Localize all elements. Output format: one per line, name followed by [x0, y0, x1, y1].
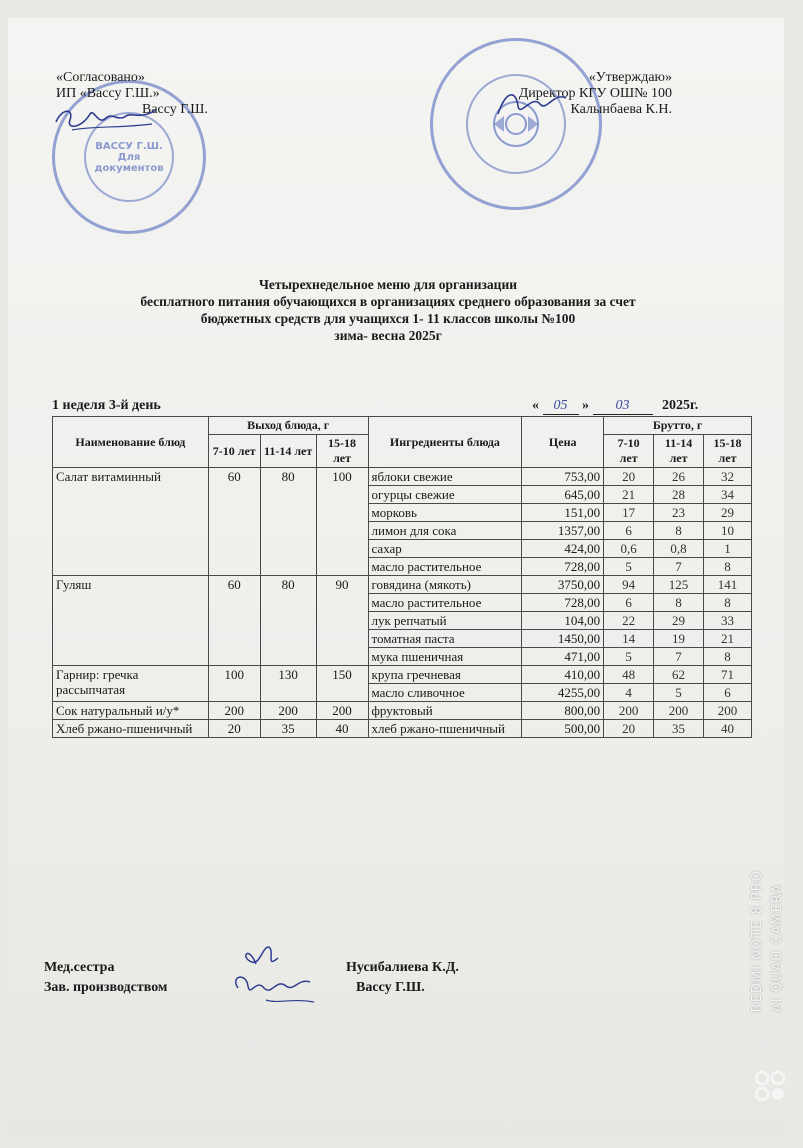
title-line-3: бюджетных средств для учащихся 1- 11 классов школы №100: [200, 311, 576, 326]
gross-15-18-cell: 8: [704, 594, 752, 612]
ingredient-cell: томатная паста: [368, 630, 522, 648]
title-line-2: бесплатного питания обучающихся в организациях среднего образования за счет: [140, 294, 636, 309]
gross-7-10-cell: 4: [604, 684, 654, 702]
header-yield-age-11-14: 11-14 лет: [260, 435, 316, 468]
ingredient-cell: лимон для сока: [368, 522, 522, 540]
price-cell: 104,00: [522, 612, 604, 630]
gross-7-10-cell: 5: [604, 648, 654, 666]
signature-right-icon: [492, 84, 572, 124]
approved-label: «Утверждаю»: [588, 70, 672, 85]
price-cell: 410,00: [522, 666, 604, 684]
gross-11-14-cell: 8: [654, 594, 704, 612]
header-gross-age-7-10: 7-10 лет: [604, 435, 654, 468]
gross-11-14-cell: 19: [654, 630, 704, 648]
ingredient-cell: сахар: [368, 540, 522, 558]
ingredient-cell: хлеб ржано-пшеничный: [368, 720, 522, 738]
yield-7-10-cell: 20: [208, 720, 260, 738]
title-line-1: Четырехнедельное меню для организации: [258, 277, 518, 292]
header-ingredients: Ингредиенты блюда: [368, 417, 522, 468]
table-row: [53, 720, 752, 738]
yield-11-14-cell: 200: [260, 702, 316, 720]
price-cell: 800,00: [522, 702, 604, 720]
date-day: 05: [543, 398, 579, 415]
gross-11-14-cell: 5: [654, 684, 704, 702]
gross-7-10-cell: 21: [604, 486, 654, 504]
signature-left-icon: [52, 100, 162, 136]
price-cell: 728,00: [522, 594, 604, 612]
gross-7-10-cell: 0,6: [604, 540, 654, 558]
right-seal-stamp: [430, 38, 602, 210]
gross-15-18-cell: 21: [704, 630, 752, 648]
footer-name-production: Вассу Г.Ш.: [356, 980, 425, 995]
yield-11-14-cell: 35: [260, 720, 316, 738]
price-cell: 424,00: [522, 540, 604, 558]
gross-7-10-cell: 14: [604, 630, 654, 648]
gross-7-10-cell: 48: [604, 666, 654, 684]
watermark-line-2: AI QUAD CAMERA: [770, 883, 785, 1013]
gross-15-18-cell: 34: [704, 486, 752, 504]
agreed-label: «Согласовано»: [56, 70, 145, 85]
price-cell: 4255,00: [522, 684, 604, 702]
dish-name-cell: Гуляш: [53, 576, 209, 666]
header-gross: Брутто, г: [604, 417, 752, 435]
table-row: [53, 702, 752, 720]
agreed-org: ИП «Вассу Г.Ш.»: [56, 86, 160, 101]
date-close-quote: »: [582, 398, 589, 413]
gross-11-14-cell: 200: [654, 702, 704, 720]
price-cell: 151,00: [522, 504, 604, 522]
gross-11-14-cell: 62: [654, 666, 704, 684]
price-cell: 500,00: [522, 720, 604, 738]
camera-brand-icon: [752, 1068, 788, 1104]
gross-7-10-cell: 17: [604, 504, 654, 522]
footer-role-production: Зав. производством: [44, 980, 168, 995]
header-yield-age-7-10: 7-10 лет: [208, 435, 260, 468]
gross-11-14-cell: 8: [654, 522, 704, 540]
gross-11-14-cell: 125: [654, 576, 704, 594]
menu-table-body: [53, 468, 752, 738]
date-field: [532, 398, 698, 415]
watermark-text: [748, 870, 788, 1012]
menu-title: [60, 276, 716, 344]
price-cell: 753,00: [522, 468, 604, 486]
yield-7-10-cell: 200: [208, 702, 260, 720]
yield-11-14-cell: 80: [260, 468, 316, 576]
gross-15-18-cell: 29: [704, 504, 752, 522]
camera-watermark: [744, 870, 803, 1060]
gross-15-18-cell: 40: [704, 720, 752, 738]
watermark-line-1: REDMI NOTE 8 PRO: [750, 870, 765, 1013]
gross-7-10-cell: 20: [604, 720, 654, 738]
yield-15-18-cell: 90: [316, 576, 368, 666]
gross-11-14-cell: 28: [654, 486, 704, 504]
yield-11-14-cell: 130: [260, 666, 316, 702]
footer-role-nurse: Мед.сестра: [44, 960, 115, 975]
gross-7-10-cell: 6: [604, 522, 654, 540]
dish-name-cell: Салат витаминный: [53, 468, 209, 576]
yield-15-18-cell: 150: [316, 666, 368, 702]
gross-11-14-cell: 29: [654, 612, 704, 630]
header-price: Цена: [522, 417, 604, 468]
left-seal-text: ВАССУ Г.Ш. Для документов: [94, 140, 164, 174]
price-cell: 728,00: [522, 558, 604, 576]
gross-11-14-cell: 35: [654, 720, 704, 738]
gross-7-10-cell: 22: [604, 612, 654, 630]
week-day-label: 1 неделя 3-й день: [52, 398, 161, 413]
ingredient-cell: морковь: [368, 504, 522, 522]
date-open-quote: «: [532, 398, 539, 413]
agreed-signer: Вассу Г.Ш.: [142, 102, 208, 117]
date-year: 2025г.: [662, 398, 699, 413]
gross-7-10-cell: 5: [604, 558, 654, 576]
price-cell: 3750,00: [522, 576, 604, 594]
gross-15-18-cell: 32: [704, 468, 752, 486]
dish-name-cell: Хлеб ржано-пшеничный: [53, 720, 209, 738]
approved-position: Директор КГУ ОШ№ 100: [518, 86, 672, 101]
menu-table: [52, 416, 752, 738]
header-yield: Выход блюда, г: [208, 417, 368, 435]
table-row: [53, 666, 752, 684]
gross-11-14-cell: 0,8: [654, 540, 704, 558]
yield-15-18-cell: 100: [316, 468, 368, 576]
ingredient-cell: крупа гречневая: [368, 666, 522, 684]
header-dish-name: Наименование блюд: [53, 417, 209, 468]
ingredient-cell: масло растительное: [368, 558, 522, 576]
yield-11-14-cell: 80: [260, 576, 316, 666]
ingredient-cell: масло сливочное: [368, 684, 522, 702]
gross-11-14-cell: 23: [654, 504, 704, 522]
price-cell: 1357,00: [522, 522, 604, 540]
ingredient-cell: лук репчатый: [368, 612, 522, 630]
gross-15-18-cell: 33: [704, 612, 752, 630]
title-line-4: зима- весна 2025г: [334, 328, 442, 343]
gross-11-14-cell: 7: [654, 558, 704, 576]
yield-15-18-cell: 40: [316, 720, 368, 738]
gross-7-10-cell: 200: [604, 702, 654, 720]
gross-15-18-cell: 6: [704, 684, 752, 702]
approved-signer: Калынбаева К.Н.: [570, 102, 672, 117]
gross-15-18-cell: 8: [704, 558, 752, 576]
ingredient-cell: мука пшеничная: [368, 648, 522, 666]
yield-7-10-cell: 60: [208, 468, 260, 576]
ingredient-cell: фруктовый: [368, 702, 522, 720]
gross-15-18-cell: 10: [704, 522, 752, 540]
header-gross-age-11-14: 11-14 лет: [654, 435, 704, 468]
price-cell: 645,00: [522, 486, 604, 504]
gross-7-10-cell: 6: [604, 594, 654, 612]
table-row: [53, 576, 752, 594]
footer-name-nurse: Нусибалиева К.Д.: [346, 960, 459, 975]
dish-name-cell: Сок натуральный и/у*: [53, 702, 209, 720]
day-line: [52, 398, 732, 414]
gross-15-18-cell: 1: [704, 540, 752, 558]
price-cell: 471,00: [522, 648, 604, 666]
table-row: [53, 468, 752, 486]
gross-11-14-cell: 26: [654, 468, 704, 486]
header-yield-age-15-18: 15-18 лет: [316, 435, 368, 468]
yield-7-10-cell: 60: [208, 576, 260, 666]
gross-11-14-cell: 7: [654, 648, 704, 666]
ingredient-cell: яблоки свежие: [368, 468, 522, 486]
yield-15-18-cell: 200: [316, 702, 368, 720]
ingredient-cell: огурцы свежие: [368, 486, 522, 504]
ingredient-cell: масло растительное: [368, 594, 522, 612]
price-cell: 1450,00: [522, 630, 604, 648]
header-gross-age-15-18: 15-18 лет: [704, 435, 752, 468]
dish-name-cell: Гарнир: гречка рассыпчатая: [53, 666, 209, 702]
gross-15-18-cell: 8: [704, 648, 752, 666]
yield-7-10-cell: 100: [208, 666, 260, 702]
date-month: 03: [593, 398, 653, 415]
signature-footer-icon: [226, 938, 326, 1018]
ingredient-cell: говядина (мякоть): [368, 576, 522, 594]
gross-15-18-cell: 71: [704, 666, 752, 684]
gross-15-18-cell: 141: [704, 576, 752, 594]
gross-15-18-cell: 200: [704, 702, 752, 720]
gross-7-10-cell: 20: [604, 468, 654, 486]
gross-7-10-cell: 94: [604, 576, 654, 594]
